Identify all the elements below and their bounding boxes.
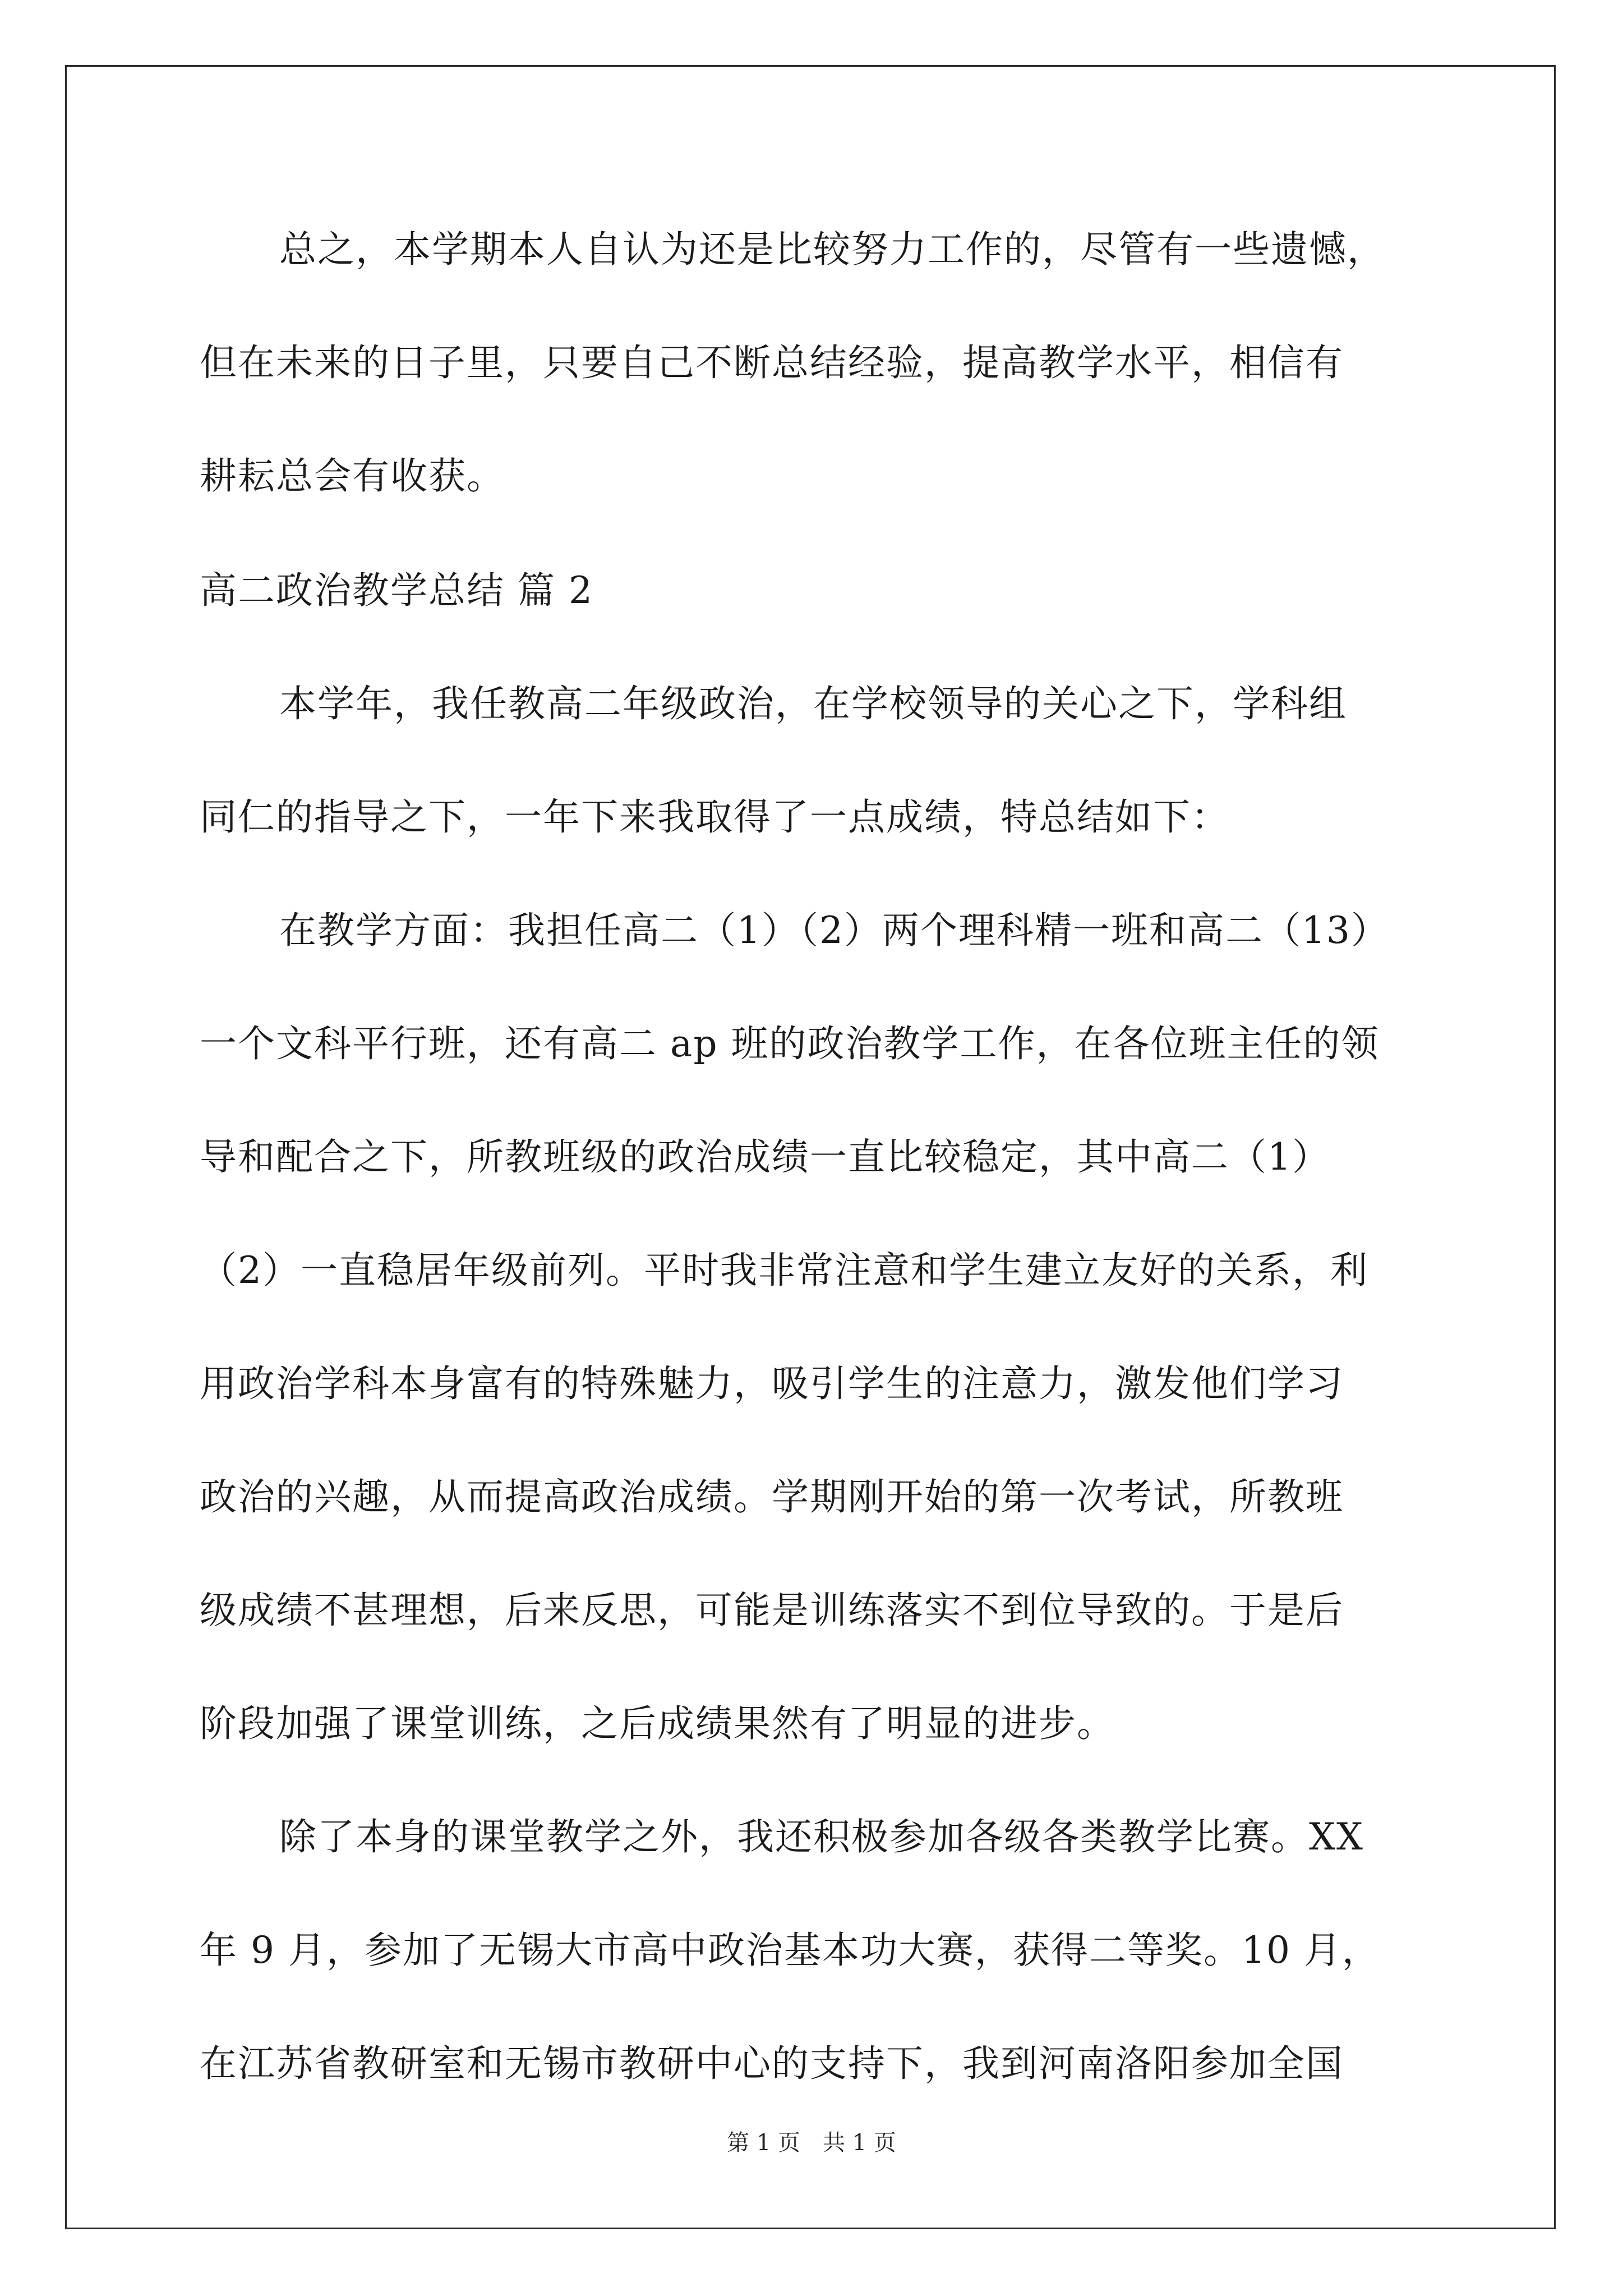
text-line-8: 一个文科平行班，还有高二 ap 班的政治教学工作，在各位班主任的领 bbox=[200, 1022, 1380, 1065]
section-heading: 高二政治教学总结 篇 2 bbox=[200, 569, 593, 612]
page-footer: 第 1 页 共 1 页 bbox=[727, 2130, 896, 2156]
text-line-5: 本学年，我任教高二年级政治，在学校领导的关心之下，学科组 bbox=[279, 682, 1347, 725]
text-line-13: 级成绩不甚理想，后来反思，可能是训练落实不到位导致的。于是后 bbox=[200, 1589, 1344, 1632]
text-line-7: 在教学方面：我担任高二（1）（2）两个理科精一班和高二（13） bbox=[279, 909, 1389, 952]
text-line-14: 阶段加强了课堂训练，之后成绩果然有了明显的进步。 bbox=[200, 1702, 1115, 1745]
text-line-10: （2）一直稳居年级前列。平时我非常注意和学生建立友好的关系，利 bbox=[200, 1249, 1368, 1292]
text-line-11: 用政治学科本身富有的特殊魅力，吸引学生的注意力，激发他们学习 bbox=[200, 1362, 1344, 1405]
text-line-6: 同仁的指导之下，一年下来我取得了一点成绩，特总结如下： bbox=[200, 795, 1229, 839]
text-line-3: 耕耘总会有收获。 bbox=[200, 454, 505, 498]
text-line-15: 除了本身的课堂教学之外，我还积极参加各级各类教学比赛。XX bbox=[279, 1815, 1364, 1858]
text-line-17: 在江苏省教研室和无锡市教研中心的支持下，我到河南洛阳参加全国 bbox=[200, 2042, 1344, 2085]
text-line-12: 政治的兴趣，从而提高政治成绩。学期刚开始的第一次考试，所教班 bbox=[200, 1475, 1344, 1519]
text-line-9: 导和配合之下，所教班级的政治成绩一直比较稳定，其中高二（1） bbox=[200, 1135, 1330, 1179]
text-line-2: 但在未来的日子里，只要自己不断总结经验，提高教学水平，相信有 bbox=[200, 341, 1344, 384]
text-line-1: 总之，本学期本人自认为还是比较努力工作的，尽管有一些遗憾， bbox=[279, 228, 1385, 271]
text-line-16: 年 9 月，参加了无锡大市高中政治基本功大赛，获得二等奖。10 月， bbox=[200, 1929, 1380, 1972]
